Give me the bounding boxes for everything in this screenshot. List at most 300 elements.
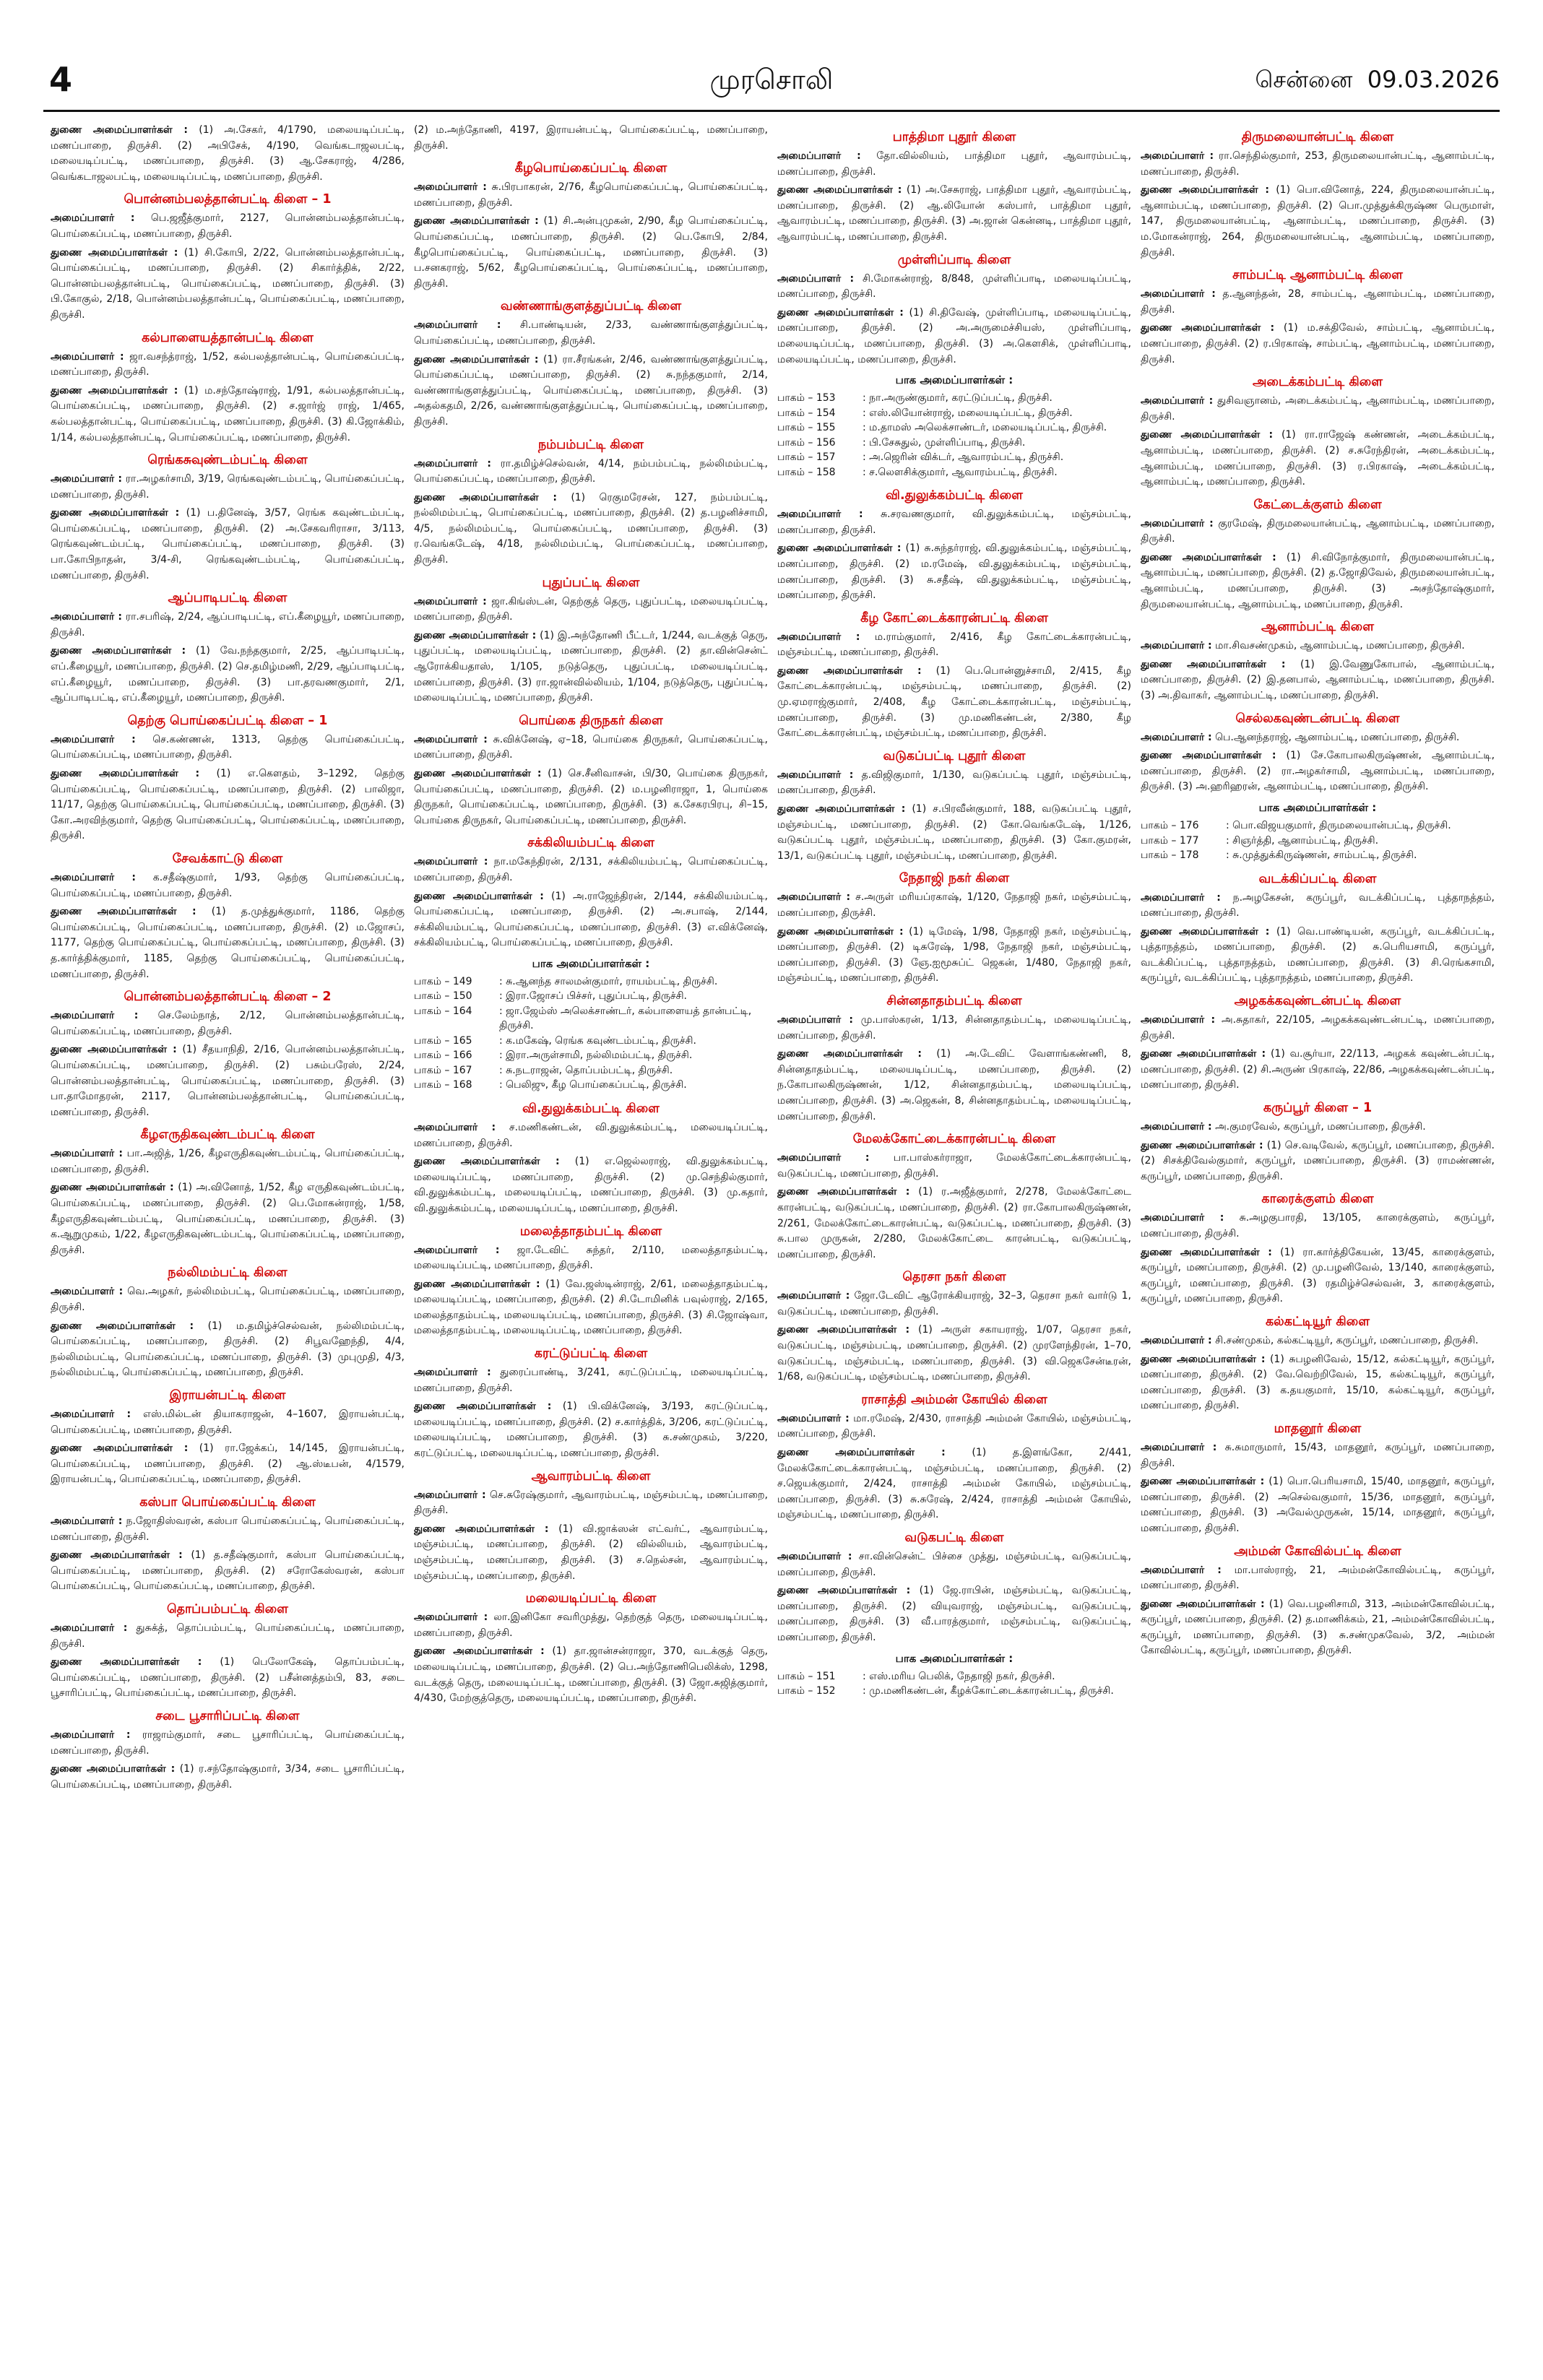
role-label: அமைப்பாளர் : bbox=[414, 457, 491, 469]
role-label: அமைப்பாளர் : bbox=[51, 473, 122, 485]
member-details: (1) ச.பிரவீன்குமார், 188, வடுகப்பட்டி புதூர், மஞ்சம்பட்டி, மணப்பாறை, திருச்சி. (2) கோ.வெங்கடேஷ், 1/126, வடுகப்பட்டி புதூர், மஞ்சம்பட்டி, மணப்பாறை, திருச்சி. (3) கோ.குமரன், 13/1, வடுகப்பட்டி புதூர், மஞ்சம்பட்டி, மணப்பாறை, திருச்சி. bbox=[777, 803, 1131, 862]
role-label: அமைப்பாளர் : bbox=[777, 150, 861, 162]
role-label: துணை அமைப்பாளர்கள் : bbox=[1141, 322, 1275, 334]
member-entry bbox=[414, 1644, 768, 1706]
booth-organizer: : சு.ஆனந்த சாலமன்குமார், ராயம்பட்டி, திருச்சி. bbox=[499, 975, 718, 987]
member-details: மா.சிவசண்முகம், ஆனாம்பட்டி, மணப்பாறை, திருச்சி. bbox=[1215, 640, 1465, 652]
member-entry bbox=[777, 272, 1131, 303]
member-details: மு.பாஸ்கரன், 1/13, சின்னதாதம்பட்டி, மலையடிப்பட்டி, மணப்பாறை, திருச்சி. bbox=[777, 1013, 1131, 1042]
booth-organizer: : இரா.ஜோசப் பிச்சர், புதுப்பட்டி, திருச்சி. bbox=[499, 990, 688, 1003]
member-details: பா.பாஸ்கர்ராஜா, மேலக்கோட்டைக்காரன்பட்டி, வடுகப்பட்டி, மணப்பாறை, திருச்சி. bbox=[777, 1152, 1131, 1180]
member-entry bbox=[777, 1151, 1131, 1182]
booth-number: பாகம் – 158 bbox=[777, 466, 836, 478]
role-label: துணை அமைப்பாளர்கள் : bbox=[777, 1447, 946, 1459]
column-2 bbox=[414, 123, 768, 2362]
branch-title: மாதனூர் கிளை bbox=[1274, 1421, 1362, 1436]
member-entry bbox=[777, 890, 1131, 921]
branch-title: பொன்னம்பலத்தான்பட்டி கிளை – 2 bbox=[124, 990, 332, 1005]
role-label: துணை அமைப்பாளர்கள் : bbox=[414, 768, 542, 779]
role-label: அமைப்பாளர் : bbox=[777, 509, 863, 521]
role-label: அமைப்பாளர் : bbox=[1141, 1334, 1212, 1346]
member-details: (1) வி.ஜாக்ஸன் எட்வர்ட், ஆவாரம்பட்டி, மஞ்சம்பட்டி, மணப்பாறை, திருச்சி. (2) வில்லியம், ஆவாரம்பட்டி, மஞ்சம்பட்டி, மணப்பாறை, திருச்சி. (3) ச.நெல்சன், ஆவாரம்பட்டி, மஞ்சம்பட்டி, மணப்பாறை, திருச்சி. bbox=[414, 1523, 768, 1582]
booth-organizers bbox=[777, 372, 1131, 480]
member-details: (1) செ.வடிவேல், கருப்பூர், மணப்பாறை, திருச்சி. (2) சிசக்திவேல்குமார், கருப்பூர், மணப்பாறை, திருச்சி. (3) ராமண்ணன், கருப்பூர், மணப்பாறை, திருச்சி. bbox=[1141, 1139, 1495, 1182]
member-entry bbox=[777, 541, 1131, 603]
member-details: நா.மகேந்திரன், 2/131, சக்கிலியம்பட்டி, பொய்கைப்பட்டி, மணப்பாறை, திருச்சி. bbox=[414, 856, 768, 883]
member-details: ந.ஜோதிஸ்வரன், கஸ்பா பொய்கைப்பட்டி, பொய்கைப்பட்டி, மணப்பாறை, திருச்சி. bbox=[51, 1515, 405, 1543]
member-details: (1) ர.சந்தோஷ்குமார், 3/34, சடை பூசாரிப்பட்டி, பொய்கைப்பட்டி, மணப்பாறை, திருச்சி. bbox=[51, 1763, 405, 1791]
member-entry bbox=[1141, 550, 1495, 613]
booth-row bbox=[777, 450, 1131, 465]
member-entry bbox=[51, 1180, 405, 1258]
member-entry bbox=[1141, 1013, 1495, 1044]
member-entry bbox=[1141, 321, 1495, 368]
role-label: அமைப்பாளர் : bbox=[777, 1551, 852, 1562]
member-entry bbox=[51, 506, 405, 584]
member-details: ம.ராம்குமார், 2/416, கீழ கோட்டைக்காரன்பட்டி, மஞ்சம்பட்டி, மணப்பாறை, திருச்சி. bbox=[777, 631, 1131, 659]
booth-row bbox=[414, 974, 768, 990]
booth-number: பாகம் – 155 bbox=[777, 422, 836, 434]
role-label: துணை அமைப்பாளர்கள் : bbox=[1141, 1353, 1266, 1365]
role-label: அமைப்பாளர் : bbox=[1141, 517, 1214, 529]
member-entry bbox=[51, 610, 405, 641]
member-entry bbox=[414, 490, 768, 568]
role-label: அமைப்பாளர் : bbox=[777, 631, 860, 643]
member-details: ச.அருள் மரியப்ரகாஷ், 1/120, நேதாஜி நகர், மஞ்சம்பட்டி, மணப்பாறை, திருச்சி. bbox=[777, 891, 1131, 919]
member-details: (1) எ.கௌதம், 3–1292, தெற்கு பொய்கைப்பட்டி, பொய்கைப்பட்டி, மணப்பாறை, திருச்சி. (2) பாலிஜா, 11/17, தெற்கு பொய்கைப்பட்டி, பொய்கைப்பட்டி, மணப்பாறை, திருச்சி. (3) கோ.அரவிந்குமார், தெற்கு பொய்கைப்பட்டி, பொய்கைப்பட்டி, மணப்பாறை, திருச்சி. bbox=[51, 768, 405, 842]
branch-title: செல்லகவுண்டன்பட்டி கிளை bbox=[1235, 711, 1400, 726]
member-details: (1) சு.சுந்தர்ராஜ், வி.துலுக்கம்பட்டி, மஞ்சம்பட்டி, மணப்பாறை, திருச்சி. (2) ம.ரமேஷ், வி.துலுக்கம்பட்டி, மஞ்சம்பட்டி, மணப்பாறை, திருச்சி. (3) சு.சதீஷ், வி.துலுக்கம்பட்டி, மஞ்சம்பட்டி, மணப்பாறை, திருச்சி. bbox=[777, 542, 1131, 602]
role-label: துணை அமைப்பாளர்கள் : bbox=[777, 542, 902, 555]
newspaper-title: முரசொலி bbox=[709, 64, 834, 95]
member-details: (1) சி.விநோத்குமார், திருமலையான்பட்டி, ஆனாம்பட்டி, மணப்பாறை, திருச்சி. (2) த.ஜோதிவேல், திருமலையான்பட்டி, ஆனாம்பட்டி, மணப்பாறை, திருச்சி. (3) அசந்தோஷ்குமார், திருமலையான்பட்டி, ஆனாம்பட்டி, மணப்பாறை, திருச்சி. bbox=[1141, 551, 1495, 610]
branch-title: வடுகப்பட்டி புதூர் கிளை bbox=[883, 748, 1026, 763]
branch-title: இராயன்பட்டி கிளை bbox=[169, 1388, 286, 1403]
branch-title: ஆனாம்பட்டி கிளை bbox=[1261, 620, 1374, 635]
branch-title: மலையடிப்பட்டி கிளை bbox=[525, 1591, 657, 1606]
branch-title: சாம்பட்டி ஆனாம்பட்டி கிளை bbox=[1232, 268, 1403, 283]
member-entry bbox=[51, 732, 405, 763]
booth-organizer: : பி.சேசுதுல், முள்ளிப்பாடி, திருச்சி. bbox=[863, 436, 1026, 449]
column-3 bbox=[777, 123, 1131, 2362]
role-label: துணை அமைப்பாளர்கள் : bbox=[1141, 551, 1276, 563]
role-label: அமைப்பாளர் : bbox=[1141, 395, 1214, 407]
role-label: அமைப்பாளர் : bbox=[777, 769, 854, 781]
role-label: துணை அமைப்பாளர்கள் : bbox=[1141, 1476, 1265, 1488]
branch-title: கரட்டுப்பட்டி கிளை bbox=[534, 1346, 648, 1362]
member-entry bbox=[414, 1399, 768, 1461]
branch-title: கீழ கோட்டைக்காரன்பட்டி கிளை bbox=[860, 610, 1048, 626]
role-label: அமைப்பாளர் : bbox=[51, 1515, 123, 1527]
member-entry bbox=[414, 1277, 768, 1339]
branch-title: சக்கிலியம்பட்டி கிளை bbox=[527, 836, 654, 851]
member-entry bbox=[777, 1549, 1131, 1580]
branch-title: புதுப்பட்டி கிளை bbox=[542, 575, 640, 590]
member-entry bbox=[1141, 1138, 1495, 1185]
role-label: அமைப்பாளர் : bbox=[1141, 891, 1221, 904]
booth-row bbox=[414, 1034, 768, 1049]
member-entry bbox=[51, 1008, 405, 1039]
booth-organizer: : சு.முத்துக்கிருஷ்ணன், சாம்பட்டி, திருச்சி. bbox=[1226, 849, 1417, 861]
member-details: (1) ம.சந்தோஷ்ராஜ், 1/91, கல்பலத்தான்பட்டி, பொய்கைப்பட்டி, மணப்பாறை, திருச்சி. (2) ச.ஜார்ஜ் ராஜ், 1/465, கல்பலத்தான்பட்டி, பொய்கைப்பட்டி, மணப்பாறை, திருச்சி. (3) கி.ஜோக்கிம், 1/14, கல்பலத்தான்பட்டி, பொய்கைப்பட்டி, மணப்பாறை, திருச்சி. bbox=[51, 384, 405, 443]
member-details: (1) ப.தினேஷ், 3/57, ரெங்க கவுண்டம்பட்டி, பொய்கைப்பட்டி, மணப்பாறை, திருச்சி. (2) அ.சேகவரிராசா, 3/113, ரெங்கவுண்டம்பட்டி, பொய்கைப்பட்டி, மணப்பாறை, திருச்சி. (3) பா.கோபிநாதன், 3/4-சி, ரெங்கவுண்டம்பட்டி, பொய்கைப்பட்டி, மணப்பாறை, திருச்சி. bbox=[51, 507, 405, 581]
member-entry bbox=[1141, 1211, 1495, 1242]
member-details: (1) ஜே.ராபின், மஞ்சம்பட்டி, வடுகப்பட்டி, மணப்பாறை, திருச்சி. (2) வியுவராஜ், மஞ்சம்பட்டி, வடுகப்பட்டி, மணப்பாறை, திருச்சி. (3) வீ.பாரத்குமார், மஞ்சம்பட்டி, வடுகப்பட்டி, மணப்பாறை, திருச்சி. bbox=[777, 1585, 1131, 1643]
member-entry bbox=[51, 211, 405, 242]
member-entry bbox=[414, 1154, 768, 1216]
role-label: அமைப்பாளர் : bbox=[1141, 731, 1212, 743]
member-entry bbox=[777, 507, 1131, 538]
booth-organizer: : நா.அருண்குமார், கரட்டுப்பட்டி, திருச்சி. bbox=[863, 392, 1053, 404]
role-label: துணை அமைப்பாளர்கள் : bbox=[777, 1186, 910, 1198]
member-details: (1) சி.திவேஷ், முள்ளிப்பாடி, மலையடிப்பட்டி, மணப்பாறை, திருச்சி. (2) அ.அருமைச்சியஸ், முள்ளிப்பாடி, மலையடிப்பட்டி, மணப்பாறை, திருச்சி. (3) அ.கௌசிக், முள்ளிப்பாடி, மலையடிப்பட்டி, மணப்பாறை, திருச்சி. bbox=[777, 306, 1131, 365]
member-entry bbox=[51, 123, 405, 185]
member-entry bbox=[414, 766, 768, 828]
role-label: அமைப்பாளர் : bbox=[777, 272, 855, 285]
member-entry bbox=[1141, 925, 1495, 987]
member-entry bbox=[414, 1522, 768, 1584]
member-details: சு.சரவணகுமார், வி.துலுக்கம்பட்டி, மஞ்சம்பட்டி, மணப்பாறை, திருச்சி. bbox=[777, 509, 1131, 536]
member-entry bbox=[1141, 891, 1495, 922]
branch-title: சின்னதாதம்பட்டி கிளை bbox=[886, 993, 1022, 1008]
column-4 bbox=[1141, 123, 1495, 2362]
branch-title: நம்பம்பட்டி கிளை bbox=[537, 437, 644, 452]
member-entry bbox=[51, 1319, 405, 1381]
branch-title: கஸ்பா பொய்கைப்பட்டி கிளை bbox=[139, 1494, 316, 1510]
member-entry bbox=[414, 854, 768, 886]
member-entry bbox=[414, 123, 768, 154]
member-details: சு.பிரபாகரன், 2/76, கீழபொய்கைப்பட்டி, பொய்கைப்பட்டி, மணப்பாறை, திருச்சி. bbox=[414, 181, 768, 209]
role-label: துணை அமைப்பாளர்கள் : bbox=[414, 1278, 540, 1290]
member-details: லா.இனிகோ சவரிமுத்து, தெற்குத் தெரு, மலையடிப்பட்டி, மணப்பாறை, திருச்சி. bbox=[414, 1611, 768, 1639]
role-label: துணை அமைப்பாளர்கள் : bbox=[414, 353, 539, 365]
branch-title: கீழஎருதிகவுண்டம்பட்டி கிளை bbox=[140, 1128, 315, 1143]
role-label: துணை அமைப்பாளர்கள் : bbox=[414, 491, 558, 503]
member-entry bbox=[1141, 1597, 1495, 1659]
role-label: துணை அமைப்பாளர்கள் : bbox=[1141, 1048, 1266, 1060]
branch-title: தொப்பம்பட்டி கிளை bbox=[167, 1601, 288, 1617]
dateline bbox=[1255, 58, 1500, 101]
booth-organizer: : சிஞர்த்தி, ஆனாம்பட்டி, திருச்சி. bbox=[1226, 834, 1379, 847]
branch-title: கல்கட்டியூர் கிளை bbox=[1265, 1314, 1370, 1329]
booth-number: பாகம் – 165 bbox=[414, 1034, 472, 1047]
member-details: ஜோ.டேவிட் ஆரோக்கியராஜ், 32–3, தெரசா நகர் வார்டு 1, வடுகப்பட்டி, மணப்பாறை, திருச்சி. bbox=[777, 1290, 1131, 1317]
member-details: (1) பொ.வினோத், 224, திருமலையான்பட்டி, ஆனாம்பட்டி, மணப்பாறை, திருச்சி. (2) பொ.முத்துக்கிருஷ்ண பெருமாள், 147, திருமலையான்பட்டி, ஆனாம்பட்டி, மணப்பாறை, திருச்சி. (3) ம.மோகன்ராஜ், 264, திருமலையான்பட்டி, ஆனாம்பட்டி, மணப்பாறை, திருச்சி. bbox=[1141, 184, 1495, 259]
role-label: துணை அமைப்பாளர்கள் : bbox=[51, 1044, 177, 1056]
branch-title: கேட்டைக்குளம் கிளை bbox=[1253, 497, 1382, 512]
role-label: அமைப்பாளர் : bbox=[1141, 1212, 1224, 1224]
member-details: (1) செ.சீனிவாசன், பி/30, பொய்கை திருநகர், பொய்கைப்பட்டி, மணப்பாறை, திருச்சி. (2) ம.பழனிராஜா, 1, பொய்கை திருநகர், பொய்கைப்பட்டி, மணப்பாறை, திருச்சி. (3) க.சேகரபிரபு, சி–15, பொய்கை திருநகர், பொய்கைப்பட்டி, மணப்பாறை, திருச்சி. bbox=[414, 768, 768, 826]
member-details: மா.ரமேஷ், 2/430, ராசாத்தி அம்மன் கோயில், மஞ்சம்பட்டி, மணப்பாறை, திருச்சி. bbox=[777, 1412, 1131, 1440]
branch-title: நல்லிமம்பட்டி கிளை bbox=[168, 1265, 288, 1281]
branch-title: கீழபொய்கைப்பட்டி கிளை bbox=[514, 161, 667, 176]
role-label: துணை அமைப்பாளர்கள் : bbox=[777, 184, 902, 196]
role-label: அமைப்பாளர் : bbox=[1141, 288, 1216, 300]
member-details: ரா.சபரிஷ், 2/24, ஆப்பாடிபட்டி, எப்.கீழையூர், மணப்பாறை, திருச்சி. bbox=[51, 611, 405, 639]
member-details: (1) அ.டேவிட் வேளாங்கண்ணி, 8, சின்னதாதம்பட்டி, மலையடிப்பட்டி, மணப்பாறை, திருச்சி. (2) ந.கோபாலகிருஷ்ணன், 1/12, சின்னதாதம்பட்டி, மலையடிப்பட்டி, மணப்பாறை, திருச்சி. (3) அ.ஜெகன், 8, சின்னதாதம்பட்டி, மலையடிப்பட்டி, மணப்பாறை, திருச்சி. bbox=[777, 1048, 1131, 1122]
branch-title: பொய்கை திருநகர் கிளை bbox=[519, 713, 663, 728]
booth-number: பாகம் – 167 bbox=[414, 1064, 472, 1076]
member-entry bbox=[51, 1762, 405, 1793]
branch-title: கல்பாளையத்தான்பட்டி கிளை bbox=[142, 330, 314, 345]
branch-title: பொன்னம்பலத்தான்பட்டி கிளை – 1 bbox=[124, 192, 332, 207]
member-entry bbox=[51, 766, 405, 844]
member-entry bbox=[414, 352, 768, 430]
member-details: (1) தா.ஜான்சன்ராஜா, 370, வடக்குத் தெரு, மலையடிப்பட்டி, மணப்பாறை, திருச்சி. (2) பெ.அந்தோணிபெலிக்ஸ், 1298, வடக்குத் தெரு, மலையடிப்பட்டி, மணப்பாறை, திருச்சி. (3) ஜோ.சுஜித்குமார், 4/430, மேற்குத்தெரு, மலையடிப்பட்டி, மணப்பாறை, திருச்சி. bbox=[414, 1645, 768, 1705]
member-entry bbox=[777, 149, 1131, 180]
member-details: (1) பொ.பெரியசாமி, 15/40, மாதனூர், கருப்பூர், மணப்பாறை, திருச்சி. (2) அசெல்வகுமார், 15/36, மாதனூர், கருப்பூர், மணப்பாறை, திருச்சி. (3) அவேல்முருகன், 15/14, மாதனூர், கருப்பூர், மணப்பாறை, திருச்சி. bbox=[1141, 1476, 1495, 1534]
branch-title: வடக்கிப்பட்டி கிளை bbox=[1258, 871, 1377, 886]
member-entry bbox=[414, 889, 768, 951]
member-entry bbox=[51, 1514, 405, 1545]
member-details: துசுக்த், தொப்பம்பட்டி, பொய்கைப்பட்டி, மணப்பாறை, திருச்சி. bbox=[51, 1622, 405, 1650]
member-entry bbox=[51, 1441, 405, 1488]
booth-organizers bbox=[414, 956, 768, 1093]
role-label: துணை அமைப்பாளர்கள் : bbox=[51, 1656, 202, 1669]
role-label: அமைப்பாளர் : bbox=[1141, 640, 1212, 652]
branch-title: ஆவாரம்பட்டி கிளை bbox=[531, 1468, 651, 1484]
booth-row bbox=[1141, 818, 1495, 834]
booth-row bbox=[777, 406, 1131, 421]
member-details: (1) வே.நந்தகுமார், 2/25, ஆப்பாடிபட்டி, எப்.கீழையூர், மணப்பாறை, திருச்சி. (2) செ.தமிழ்மணி, 2/29, ஆப்பாடிபட்டி, எப்.கீழையூர், மணப்பாறை, திருச்சி. (3) பா.தரவணகுமார், 2/1, ஆப்பாடிபட்டி, எப்.கீழையூர், மணப்பாறை, திருச்சி. bbox=[51, 645, 405, 704]
role-label: துணை அமைப்பாளர்கள் : bbox=[1141, 1598, 1265, 1610]
role-label: துணை அமைப்பாளர்கள் : bbox=[51, 384, 178, 397]
role-label: துணை அமைப்பாளர்கள் : bbox=[51, 1442, 189, 1455]
branch-title: காரைக்குளம் கிளை bbox=[1261, 1192, 1374, 1207]
member-details: ராஜாம்குமார், சடை பூசாரிப்பட்டி, பொய்கைப்பட்டி, மணப்பாறை, திருச்சி. bbox=[51, 1728, 405, 1757]
member-details: (1) சே.கோபாலகிருஷ்ணன், ஆனாம்பட்டி, மணப்பாறை, திருச்சி. (2) ரா.அழகர்சாமி, ஆனாம்பட்டி, மணப்பாறை, திருச்சி. (3) அ.ஹரிஹரன், ஆனாம்பட்டி, மணப்பாறை, திருச்சி. bbox=[1141, 750, 1495, 793]
member-details: (1) அருள் சகாயராஜ், 1/07, தெரசா நகர், வடுகப்பட்டி, மஞ்சம்பட்டி, மணப்பாறை, திருச்சி. (2) முரளேந்திரன், 1–70, வடுகப்பட்டி, மஞ்சம்பட்டி, மணப்பாறை, திருச்சி. (3) வி.ஜெகசேன்டீரன், 1/68, வடுகப்பட்டி, மஞ்சம்பட்டி, மணப்பாறை, திருச்சி. bbox=[777, 1324, 1131, 1383]
member-details: ஜா.டேவிட் சுந்தர், 2/110, மலைத்தாதம்பட்டி, மலையடிப்பட்டி, மணப்பாறை, திருச்சி. bbox=[414, 1244, 768, 1272]
branch-title: அடைக்கம்பட்டி கிளை bbox=[1252, 375, 1383, 390]
role-label: துணை அமைப்பாளர்கள் : bbox=[414, 890, 544, 902]
member-entry bbox=[51, 1042, 405, 1120]
role-label: துணை அமைப்பாளர்கள் : bbox=[1141, 925, 1270, 938]
role-label: துணை அமைப்பாளர்கள் : bbox=[51, 1182, 174, 1194]
member-entry bbox=[777, 664, 1131, 742]
member-entry bbox=[51, 870, 405, 901]
member-details: (1) ரா.சீரங்கன், 2/46, வண்ணாங்குளத்துப்பட்டி, பொய்கைப்பட்டி, மணப்பாறை, திருச்சி. (2) சு.நந்தகுமார், 2/14, வண்ணாங்குளத்துப்பட்டி, பொய்கைப்பட்டி, மணப்பாறை, திருச்சி. (3) அதல்கதமி, 2/26, வண்ணாங்குளத்துப்பட்டி, பொய்கைப்பட்டி, மணப்பாறை, திருச்சி. bbox=[414, 353, 768, 428]
booth-organizer: : ஜா.ஜேம்ஸ் அலெக்சாண்டர், கல்பாளையத் தான்பட்டி, திருச்சி. bbox=[499, 1005, 752, 1032]
role-label: அமைப்பாளர் : bbox=[777, 1152, 870, 1164]
member-details: (1) சீதயாநிதி, 2/16, பொன்னம்பலத்தான்பட்டி, பொய்கைப்பட்டி, மணப்பாறை, திருச்சி. (2) பசும்பரேஸ், 2/24, பொன்னம்பலத்தான்பட்டி, பொய்கைப்பட்டி, மணப்பாறை, திருச்சி. (3) பா.தாமோதரன், 2117, பொன்னம்பலத்தான்பட்டி, பொய்கைப்பட்டி, மணப்பாறை, திருச்சி. bbox=[51, 1044, 405, 1118]
booth-row bbox=[1141, 848, 1495, 863]
branch-title: அம்மன் கோவில்பட்டி கிளை bbox=[1234, 1544, 1401, 1559]
member-details: (1) பெலோகேஷ், தொப்பம்பட்டி, பொய்கைப்பட்டி, மணப்பாறை, திருச்சி. (2) பசீன்னத்தம்பி, 83, சடை பூசாரிப்பட்டி, பொய்கைப்பட்டி, மணப்பாறை, திருச்சி. bbox=[51, 1656, 405, 1700]
member-entry bbox=[414, 1365, 768, 1396]
member-entry bbox=[1141, 1352, 1495, 1414]
branch-title: வி.துலுக்கம்பட்டி கிளை bbox=[886, 488, 1023, 503]
member-details: க.சதீஷ்குமார், 1/93, தெற்கு பொய்கைப்பட்டி, பொய்கைப்பட்டி, மணப்பாறை, திருச்சி. bbox=[51, 871, 405, 899]
role-label: அமைப்பாளர் : bbox=[777, 1013, 853, 1026]
role-label: துணை அமைப்பாளர்கள் : bbox=[777, 306, 904, 319]
member-entry bbox=[777, 1411, 1131, 1442]
member-entry bbox=[51, 644, 405, 706]
member-entry bbox=[777, 1583, 1131, 1645]
member-entry bbox=[1141, 428, 1495, 490]
role-label: அமைப்பாளர் : bbox=[1141, 1441, 1217, 1453]
member-details: செ.சுரேஷ்குமார், ஆவாரம்பட்டி, மஞ்சம்பட்டி, மணப்பாறை, திருச்சி. bbox=[414, 1489, 768, 1517]
member-entry bbox=[777, 1445, 1131, 1523]
member-entry bbox=[51, 384, 405, 446]
role-label: அமைப்பாளர் : bbox=[414, 1611, 488, 1624]
booth-organizers bbox=[777, 1650, 1131, 1699]
booth-organizers bbox=[1141, 800, 1495, 863]
member-details: (1) வே.ஜஸ்டின்ராஜ், 2/61, மலைத்தாதம்பட்டி, மலையடிப்பட்டி, மணப்பாறை, திருச்சி. (2) சி.டோமினிக் பவுல்ராஜ், 2/165, மலைத்தாதம்பட்டி, மலையடிப்பட்டி, மணப்பாறை, திருச்சி. (3) சி.ஜோஷ்வா, மலைத்தாதம்பட்டி, மலையடிப்பட்டி, மணப்பாறை, திருச்சி. bbox=[414, 1278, 768, 1337]
member-entry bbox=[51, 1407, 405, 1438]
role-label: துணை அமைப்பாளர்கள் : bbox=[777, 665, 922, 677]
booth-number: பாகம் – 176 bbox=[1141, 820, 1199, 831]
page-number: 4 bbox=[49, 60, 73, 99]
role-label: அமைப்பாளர் : bbox=[414, 1121, 496, 1133]
member-entry bbox=[51, 1728, 405, 1759]
role-label: அமைப்பாளர் : bbox=[414, 595, 487, 607]
member-details: (1) வெ.பாண்டியன், கருப்பூர், வடக்கிப்பட்டி, புத்தாநத்தம், மணப்பாறை, திருச்சி. (2) சு.பெரியசாமி, கருப்பூர், வடக்கிப்பட்டி, புத்தாநத்தம், மணப்பாறை, திருச்சி. (3) சி.ரெங்கசாமி, கருப்பூர், வடக்கிப்பட்டி, புத்தாநத்தம், மணப்பாறை, திருச்சி. bbox=[1141, 925, 1495, 985]
member-entry bbox=[414, 1610, 768, 1641]
branch-title: தெற்கு பொய்கைப்பட்டி கிளை – 1 bbox=[127, 713, 328, 728]
role-label: அமைப்பாளர் : bbox=[414, 1367, 491, 1379]
member-entry bbox=[1141, 748, 1495, 795]
booth-organizer: : மு.மணிகண்டன், கீழக்கோட்டைக்காரன்பட்டி, திருச்சி. bbox=[863, 1685, 1114, 1697]
member-details: சு.அழகுபாரதி, 13/105, காரைக்குளம், கருப்பூர், மணப்பாறை, திருச்சி. bbox=[1141, 1212, 1495, 1239]
member-details: (1) எ.ஜெல்லராஜ், வி.துலுக்கம்பட்டி, மலையடிப்பட்டி, மணப்பாறை, திருச்சி. (2) மு.செந்தில்குமார், வி.துலுக்கம்பட்டி, மலையடிப்பட்டி, மணப்பாறை, திருச்சி. (3) மு.கதார், வி.துலுக்கம்பட்டி, மலையடிப்பட்டி, மணப்பாறை, திருச்சி. bbox=[414, 1156, 768, 1214]
booth-organizer: : எஸ்.லியோன்ராஜ், மலையடிப்பட்டி, திருச்சி. bbox=[863, 407, 1073, 419]
member-details: சா.வின்சென்ட் பிச்சை முத்து, மஞ்சம்பட்டி, வடுகப்பட்டி, மணப்பாறை, திருச்சி. bbox=[777, 1551, 1131, 1578]
role-label: துணை அமைப்பாளர்கள் : bbox=[1141, 750, 1276, 762]
member-entry bbox=[1141, 183, 1495, 261]
member-details: ஜா.வசந்த்ராஜ், 1/52, கல்பலத்தான்பட்டி, பொய்கைப்பட்டி, மணப்பாறை, திருச்சி. bbox=[51, 350, 405, 378]
role-label: துணை அமைப்பாளர்கள் : bbox=[414, 1523, 549, 1535]
member-details: (1) பெ.பொன்னுச்சாமி, 2/415, கீழ கோட்டைக்காரன்பட்டி, மஞ்சம்பட்டி, மணப்பாறை, திருச்சி. (2) மு.ஏமராஜ்குமார், 2/408, கீழ கோட்டைக்காரன்பட்டி, மஞ்சம்பட்டி, மணப்பாறை, திருச்சி. (3) மு.மணிகண்டன், 2/380, கீழ கோட்டைக்காரன்பட்டி, மஞ்சம்பட்டி, மணப்பாறை, திருச்சி. bbox=[777, 665, 1131, 740]
member-details: (2) ம.அந்தோணி, 4197, இராயன்பட்டி, பொய்கைப்பட்டி, மணப்பாறை, திருச்சி. bbox=[414, 124, 768, 152]
member-details: (1) சி.கோபி, 2/22, பொன்னம்பலத்தான்பட்டி, பொய்கைப்பட்டி, மணப்பாறை, திருச்சி. (2) சிகார்த்திக், 2/22, பொன்னம்பலத்தான்பட்டி, பொய்கைப்பட்டி, மணப்பாறை, திருச்சி. (3) பி.கோகுல், 2/18, பொன்னம்பலத்தான்பட்டி, பொய்கைப்பட்டி, மணப்பாறை, திருச்சி. bbox=[51, 246, 405, 321]
columns bbox=[51, 123, 1495, 2362]
role-label: அமைப்பாளர் : bbox=[777, 1412, 850, 1424]
branch-title: நேதாஜி நகர் கிளை bbox=[899, 871, 1010, 886]
role-label: துணை அமைப்பாளர்கள் : bbox=[1141, 1139, 1263, 1151]
booth-row bbox=[777, 1669, 1131, 1684]
role-label: அமைப்பாளர் : bbox=[51, 1286, 124, 1298]
role-label: துணை அமைப்பாளர்கள் : bbox=[51, 645, 186, 657]
member-details: (1) இ.வேணுகோபால், ஆனாம்பட்டி, மணப்பாறை, திருச்சி. (2) இ.தனபால், ஆனாம்பட்டி, மணப்பாறை, திருச்சி. (3) அ.திவாகர், ஆனாம்பட்டி, மணப்பாறை, திருச்சி. bbox=[1141, 658, 1495, 702]
branch-title: அழகக்கவுண்டன்பட்டி கிளை bbox=[1234, 994, 1401, 1009]
branch-title: சேவக்காட்டு கிளை bbox=[172, 851, 283, 866]
branch-title: திருமலையான்பட்டி கிளை bbox=[1241, 130, 1394, 144]
role-label: அமைப்பாளர் : bbox=[51, 871, 136, 883]
role-label: துணை அமைப்பாளர்கள் : bbox=[777, 1324, 910, 1336]
member-details: (1) அ.சேகர், 4/1790, மலையடிப்பட்டி, மணப்பாறை, திருச்சி. (2) அபிசேக், 4/190, வெங்கடாஜலபட்டி, மலையடிப்பட்டி, மணப்பாறை, திருச்சி. (3) ஆ.சேகராஜ், 4/286, வெங்கடாஜலபட்டி, மலையடிப்பட்டி, மணப்பாறை, திருச்சி. bbox=[51, 124, 405, 183]
booth-number: பாகம் – 168 bbox=[414, 1079, 472, 1091]
member-entry bbox=[1141, 1245, 1495, 1307]
booth-organizers-title: பாக அமைப்பாளர்கள் : bbox=[1258, 801, 1377, 814]
member-details: ந.அழகேசன், கருப்பூர், வடக்கிப்பட்டி, புத்தாநத்தம், மணப்பாறை, திருச்சி. bbox=[1141, 891, 1495, 919]
booth-number: பாகம் – 157 bbox=[777, 451, 836, 464]
member-details: ஜா.கிங்ஸ்டன், தெற்குத் தெரு, புதுப்பட்டி, மலையடிப்பட்டி, மணப்பாறை, திருச்சி. bbox=[414, 595, 768, 623]
member-entry bbox=[1141, 149, 1495, 180]
member-details: சு.விக்னேஷ், ஏ–18, பொய்கை திருநகர், பொய்கைப்பட்டி, மணப்பாறை, திருச்சி. bbox=[414, 733, 768, 761]
branch-title: ஆப்பாடிபட்டி கிளை bbox=[168, 591, 288, 606]
member-entry bbox=[777, 925, 1131, 987]
member-details: சி.பாண்டியன், 2/33, வண்ணாங்குளத்துப்பட்டி, பொய்கைப்பட்டி, மணப்பாறை, திருச்சி. bbox=[414, 319, 768, 347]
role-label: அமைப்பாளர் : bbox=[51, 212, 135, 225]
role-label: அமைப்பாளர் : bbox=[51, 1622, 128, 1634]
role-label: அமைப்பாளர் : bbox=[51, 1408, 131, 1420]
member-details: (1) பி.விக்னேஷ், 3/193, கரட்டுப்பட்டி, மலையடிப்பட்டி, மணப்பாறை, திருச்சி. (2) ச.கார்த்திக், 3/206, கரட்டுப்பட்டி, மலையடிப்பட்டி, மணப்பாறை, திருச்சி. (3) சு.சண்முகம், 3/220, கரட்டுப்பட்டி, மலையடிப்பட்டி, மணப்பாறை, திருச்சி. bbox=[414, 1401, 768, 1460]
role-label: துணை அமைப்பாளர்கள் : bbox=[51, 906, 196, 918]
role-label: துணை அமைப்பாளர்கள் : bbox=[414, 629, 537, 641]
role-label: அமைப்பாளர் : bbox=[414, 319, 501, 332]
branch-title: வி.துலுக்கம்பட்டி கிளை bbox=[522, 1101, 660, 1116]
member-entry bbox=[414, 732, 768, 763]
role-label: துணை அமைப்பாளர்கள் : bbox=[51, 1549, 183, 1562]
role-label: அமைப்பாளர் : bbox=[414, 856, 488, 868]
role-label: துணை அமைப்பாளர்கள் : bbox=[1141, 184, 1269, 196]
member-details: ரா.செந்தில்குமார், 253, திருமலையான்பட்டி, ஆனாம்பட்டி, மணப்பாறை, திருச்சி. bbox=[1141, 150, 1495, 178]
member-details: த.ஆனந்தன், 28, சாம்பட்டி, ஆனாம்பட்டி, மணப்பாறை, திருச்சி. bbox=[1141, 288, 1495, 316]
booth-row bbox=[777, 391, 1131, 406]
member-details: பெ.ஜஜீத்குமார், 2127, பொன்னம்பலத்தான்பட்டி, பொய்கைப்பட்டி, மணப்பாறை, திருச்சி. bbox=[51, 212, 405, 240]
member-entry bbox=[1141, 1333, 1495, 1349]
member-entry bbox=[777, 1013, 1131, 1044]
member-entry bbox=[51, 1655, 405, 1702]
branch-title: மலைத்தாதம்பட்டி கிளை bbox=[519, 1224, 662, 1239]
member-details: (1) சி.அன்புமுகன், 2/90, கீழ பொய்கைப்பட்டி, பொய்கைப்பட்டி, மணப்பாறை, திருச்சி. (2) பெ.கோபி, 2/84, கீழபொய்கைப்பட்டி, பொய்கைப்பட்டி, மணப்பாறை, திருச்சி. (3) ப.சனகராஜ், 5/62, கீழபொய்கைப்பட்டி, பொய்கைப்பட்டி, மணப்பாறை, திருச்சி. bbox=[414, 215, 768, 290]
member-details: வெ.அழகர், நல்லிமம்பட்டி, பொய்கைப்பட்டி, மணப்பாறை, திருச்சி. bbox=[51, 1286, 405, 1314]
member-details: ச.மணிகண்டன், வி.துலுக்கம்பட்டி, மலையடிப்பட்டி, மணப்பாறை, திருச்சி. bbox=[414, 1121, 768, 1149]
branch-title: மேலக்கோட்டைக்காரன்பட்டி கிளை bbox=[852, 1132, 1056, 1147]
role-label: அமைப்பாளர் : bbox=[1141, 1564, 1222, 1576]
member-details: (1) அ.சேசுராஜ், பாத்திமா புதூர், ஆவாரம்பட்டி, மணப்பாறை, திருச்சி. (2) ஆ.லியோன் கஸ்பார், பாத்திமா புதூர், ஆவாரம்பட்டி, மணப்பாறை, திருச்சி. (3) அ.ஜான் கென்னடி, பாத்திமா புதூர், ஆவாரம்பட்டி, மணப்பாறை, திருச்சி. bbox=[777, 184, 1131, 243]
booth-row bbox=[777, 465, 1131, 480]
member-entry bbox=[1141, 1440, 1495, 1471]
role-label: அமைப்பாளர் : bbox=[414, 733, 488, 745]
branch-title: முள்ளிப்பாடி கிளை bbox=[897, 252, 1011, 267]
member-details: செ.லேம்நாத், 2/12, பொன்னம்பலத்தான்பட்டி, பொய்கைப்பட்டி, மணப்பாறை, திருச்சி. bbox=[51, 1010, 405, 1037]
member-details: த.விஜிகுமார், 1/130, வடுகப்பட்டி புதூர், மஞ்சம்பட்டி, மணப்பாறை, திருச்சி. bbox=[777, 769, 1131, 797]
booth-organizer: : எஸ்.மரிய பெலிக், நேதாஜி நகர், திருச்சி. bbox=[863, 1670, 1055, 1682]
member-entry bbox=[414, 214, 768, 292]
role-label: அமைப்பாளர் : bbox=[1141, 1014, 1216, 1026]
role-label: அமைப்பாளர் : bbox=[1141, 1121, 1212, 1133]
member-entry bbox=[1141, 287, 1495, 318]
role-label: அமைப்பாளர் : bbox=[1141, 150, 1214, 162]
role-label: அமைப்பாளர் : bbox=[414, 1489, 486, 1501]
member-entry bbox=[51, 472, 405, 503]
member-details: (1) ம.சக்திவேல், சாம்பட்டி, ஆனாம்பட்டி, மணப்பாறை, திருச்சி. (2) ர.பிரகாஷ், சாம்பட்டி, ஆனாம்பட்டி, மணப்பாறை, திருச்சி. bbox=[1141, 322, 1495, 365]
member-details: (1) ரா.கார்த்திகேயன், 13/45, காரைக்குளம், கருப்பூர், மணப்பாறை, திருச்சி. (2) மு.பழனிவேல், 13/140, காரைக்குளம், கருப்பூர், மணப்பாறை, திருச்சி. (3) ரதமிழ்ச்செல்வன், 3, காரைக்குளம், கருப்பூர், மணப்பாறை, திருச்சி. bbox=[1141, 1246, 1495, 1305]
member-details: குரமேஷ், திருமலையான்பட்டி, ஆனாம்பட்டி, மணப்பாறை, திருச்சி. bbox=[1141, 517, 1495, 545]
member-details: செ.கண்ணன், 1313, தெற்கு பொய்கைப்பட்டி, பொய்கைப்பட்டி, மணப்பாறை, திருச்சி. bbox=[51, 733, 405, 761]
role-label: அமைப்பாளர் : bbox=[414, 181, 487, 194]
booth-row bbox=[777, 436, 1131, 451]
booth-row bbox=[414, 989, 768, 1004]
booth-organizers-title: பாக அமைப்பாளர்கள் : bbox=[895, 373, 1013, 387]
booth-organizer: : இரா.அருள்சாமி, நல்லிமம்பட்டி, திருச்சி. bbox=[499, 1050, 693, 1062]
booth-organizer: : பெலிஜு, கீழ பொய்கைப்பட்டி, திருச்சி. bbox=[499, 1079, 687, 1091]
branch-title: தெரசா நகர் கிளை bbox=[902, 1270, 1006, 1285]
branch-title: ரெங்கசுவுண்டம்பட்டி கிளை bbox=[147, 453, 308, 468]
member-details: (1) த.முத்துக்குமார், 1186, தெற்கு பொய்கைப்பட்டி, பொய்கைப்பட்டி, மணப்பாறை, திருச்சி. (2) ம.ஜோசப், 1177, தெற்கு பொய்கைப்பட்டி, பொய்கைப்பட்டி, மணப்பாறை, திருச்சி. (3) த.கார்த்திக்குமார், 1185, தெற்கு பொய்கைப்பட்டி, பொய்கைப்பட்டி, மணப்பாறை, திருச்சி. bbox=[51, 906, 405, 980]
role-label: அமைப்பாளர் : bbox=[777, 891, 851, 904]
member-entry bbox=[1141, 639, 1495, 654]
booth-row bbox=[777, 420, 1131, 436]
member-details: ரா.தமிழ்ச்செல்வன், 4/14, நம்பம்பட்டி, நல்லிமம்பட்டி, பொய்கைப்பட்டி, மணப்பாறை, திருச்சி. bbox=[414, 457, 768, 485]
booth-number: பாகம் – 151 bbox=[777, 1670, 836, 1682]
column-1 bbox=[51, 123, 405, 2362]
role-label: துணை அமைப்பாளர்கள் : bbox=[414, 1645, 545, 1658]
member-details: அ.குமரவேல், கருப்பூர், மணப்பாறை, திருச்சி. bbox=[1215, 1121, 1426, 1133]
booth-number: பாகம் – 149 bbox=[414, 975, 472, 987]
